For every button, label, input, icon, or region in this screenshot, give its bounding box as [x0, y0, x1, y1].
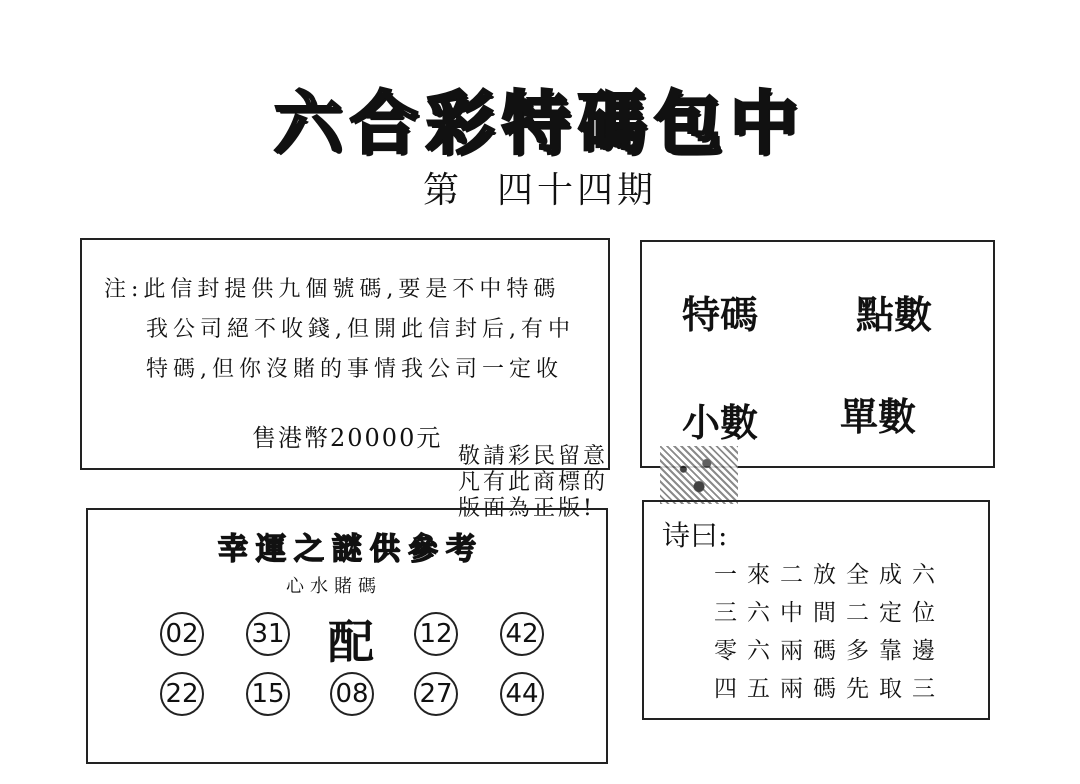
number-ball: 22 [160, 672, 204, 716]
issue-number [0, 162, 1080, 213]
authenticity-line-3: 版面為正版! [458, 496, 595, 521]
pair-label: 配 [328, 615, 374, 669]
feature-small-number: 小數 [682, 401, 759, 445]
lucky-title: 幸運之謎供參考 [218, 532, 484, 567]
issue-prefix: 第 [422, 170, 463, 211]
number-ball: 02 [160, 612, 204, 656]
trademark-stamp-icon [660, 446, 738, 504]
notice-line-3: 特碼,但你沒賭的事情我公司一定收 [146, 357, 563, 382]
poem-line-2: 三六中間二定位 [714, 600, 945, 626]
feature-points: 點數 [856, 293, 933, 337]
number-ball: 42 [500, 612, 544, 656]
poem-line-4: 四五兩碼先取三 [714, 676, 945, 702]
notice-line-2: 我公司絕不收錢,但開此信封后,有中 [146, 317, 575, 342]
poem-line-3: 零六兩碼多靠邊 [714, 638, 945, 664]
authenticity-line-1: 敬請彩民留意 [458, 444, 609, 469]
notice-box [80, 238, 610, 470]
poem-line-1: 一來二放全成六 [714, 562, 945, 588]
number-ball: 15 [246, 672, 290, 716]
poem-heading: 诗曰: [662, 519, 728, 552]
authenticity-line-2: 凡有此商標的 [458, 470, 609, 495]
number-ball: 12 [414, 612, 458, 656]
notice-line-1: 注:此信封提供九個號碼,要是不中特碼 [104, 277, 561, 302]
price-text: 售港幣20000元 [252, 424, 443, 452]
page-title: 六合彩特碼包中 [273, 84, 806, 164]
number-ball: 31 [246, 612, 290, 656]
feature-odd-number: 單數 [840, 395, 917, 439]
issue-value: 四十四期 [497, 170, 658, 211]
feature-box [640, 240, 995, 468]
lucky-subtitle: 心水賭碼 [286, 576, 382, 597]
number-ball: 08 [330, 672, 374, 716]
lucky-numbers-box [86, 508, 608, 764]
number-ball: 44 [500, 672, 544, 716]
feature-special-code: 特碼 [682, 293, 759, 337]
number-ball: 27 [414, 672, 458, 716]
poem-box [642, 500, 990, 720]
